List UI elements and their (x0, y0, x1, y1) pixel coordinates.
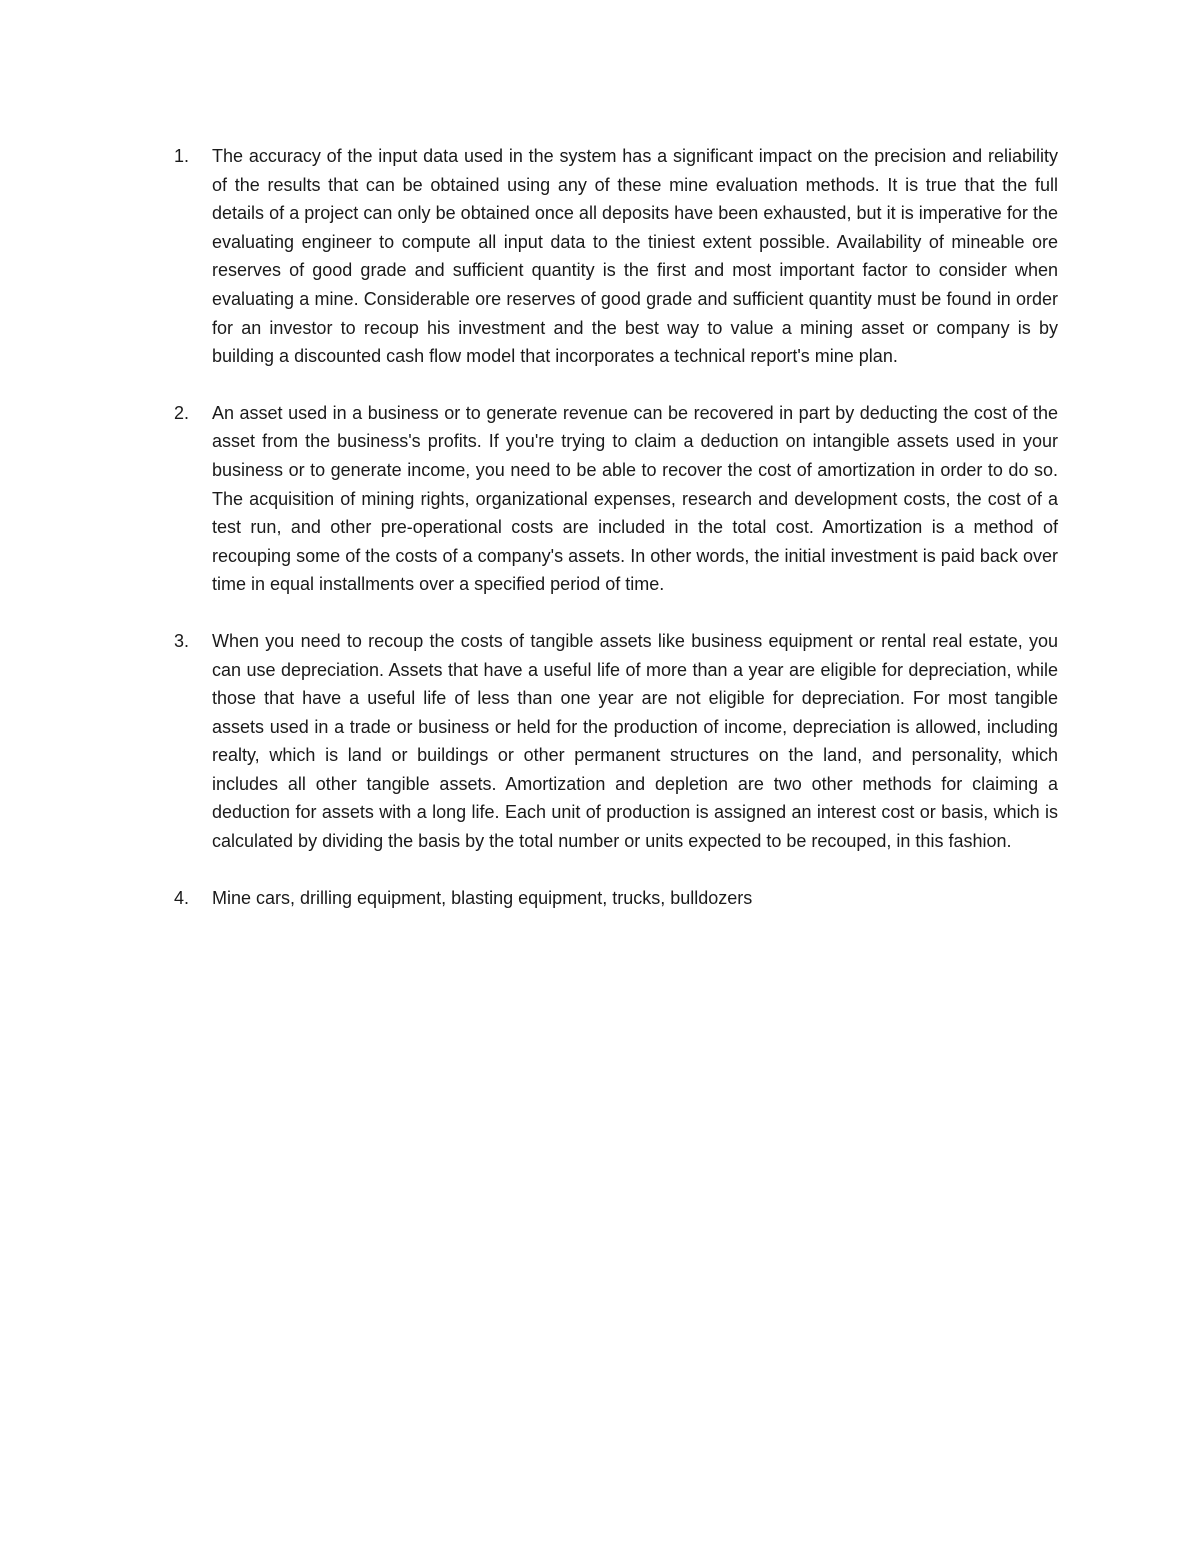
list-item-text: Mine cars, drilling equipment, blasting equipment, trucks, bulldozers (212, 887, 753, 908)
list-item-text: The accuracy of the input data used in the system has a significant impact on the precision and reliability of the results that can be obtained using any of these mine evaluation methods. It is true that the full details of a project can only be obtained once all deposits have been exhausted, but it is imperative for the evaluating engineer to compute all input data to the tiniest extent possible. Availability of mineable ore reserves of good grade and sufficient quantity is the first and most important factor to consider when evaluating a mine. Considerable ore reserves of good grade and sufficient quantity must be found in order for an investor to recoup his investment and the best way to value a mining asset or company is by building a discounted cash flow model that incorporates a technical report's mine plan. (212, 146, 1058, 367)
list-item-text: An asset used in a business or to generate revenue can be recovered in part by deducting the cost of the asset from the business's profits. If you're trying to claim a deduction on intangible assets used in your business or to generate income, you need to be able to recover the cost of amortization in order to do so. The acquisition of mining rights, organizational expenses, research and development costs, the cost of a test run, and other pre-operational costs are included in the total cost. Amortization is a method of recouping some of the costs of a company's assets. In other words, the initial investment is paid back over time in equal installments over a specified period of time. (212, 402, 1058, 595)
list-item (168, 142, 1058, 371)
list-item-number: 4. (174, 887, 190, 908)
numbered-list (168, 142, 1058, 940)
list-item (168, 884, 1058, 913)
list-item-number: 2. (174, 402, 190, 423)
list-item-number: 1. (174, 146, 190, 166)
list-item (168, 627, 1058, 856)
list-item-number: 3. (174, 630, 190, 651)
list-item-text: When you need to recoup the costs of tangible assets like business equipment or rental real estate, you can use depreciation. Assets that have a useful life of more than a year are eligible for depreciation, while those that have a useful life of less than one year are not eligible for depreciation. For most tangible assets used in a trade or business or held for the production of income, depreciation is allowed, including realty, which is land or buildings or other permanent structures on the land, and personality, which includes all other tangible assets. Amortization and depletion are two other methods for claiming a deduction for assets with a long life. Each unit of production is assigned an interest cost or basis, which is calculated by dividing the basis by the total number or units expected to be recouped, in this fashion. (212, 630, 1058, 852)
list-item (168, 399, 1058, 599)
